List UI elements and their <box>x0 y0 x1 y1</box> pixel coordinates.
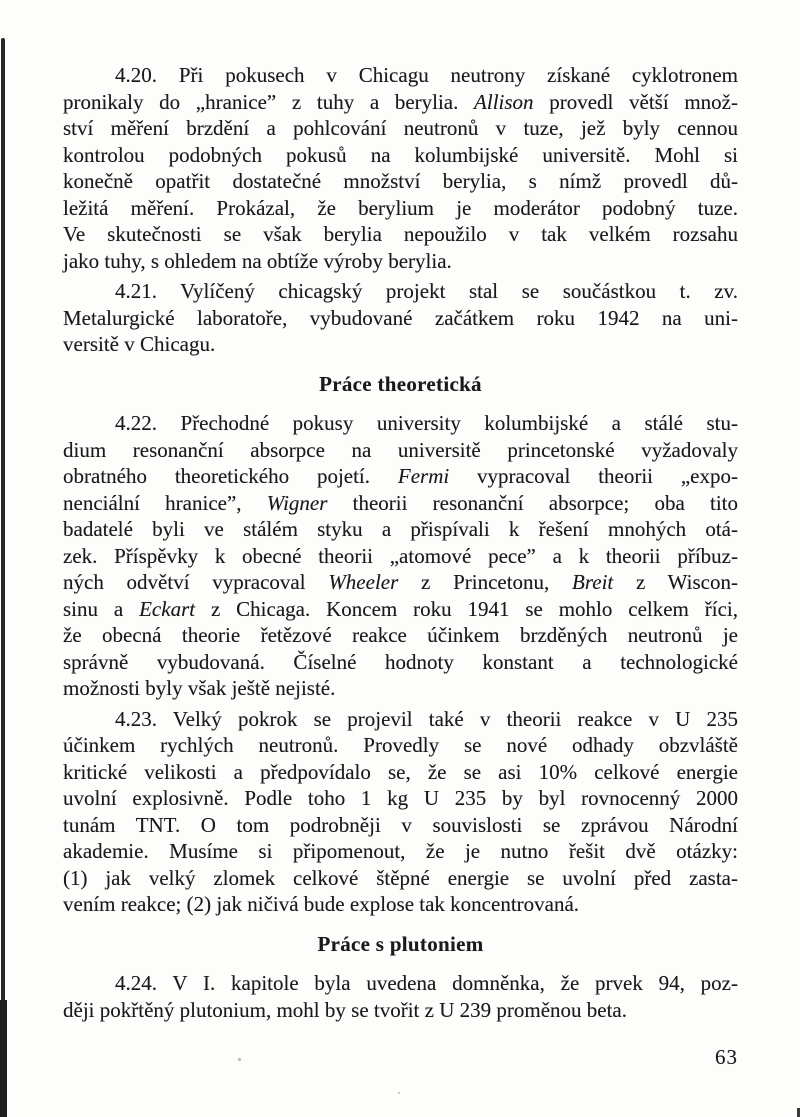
scan-binding-edge-artifact <box>1 38 5 1117</box>
text-line: 4.24. V I. kapitole byla uvedena domněnka, že prvek 94, poz- <box>115 971 738 995</box>
document-content <box>63 62 738 1027</box>
paragraph <box>63 706 738 918</box>
text-line: 4.21. Vylíčený chicagský projekt stal se součástkou t. zv. <box>115 279 738 303</box>
text-line: 4.20. Při pokusech v Chicagu neutrony získané cyklotronem <box>115 63 738 87</box>
text-line: 4.22. Přechodné pokusy university kolumbijské a stálé stu- <box>115 411 738 435</box>
text-line: sinu a Eckart z Chicaga. Koncem roku 1941 se mohlo celkem říci, <box>63 596 739 621</box>
text-line: dium resonanční absorpce na universitě princetonské vyžadovaly <box>63 437 738 462</box>
text-line: konečně opatřit dostatečné množství berylia, s nímž provedl dů- <box>63 169 738 193</box>
scan-speck <box>238 1058 241 1061</box>
text-line: pronikaly do „hranice” z tuhy a berylia. Allison provedl větší množ- <box>63 89 738 114</box>
text-line: kontrolou podobných pokusů na kolumbijské universitě. Mohl si <box>63 142 738 167</box>
paragraph <box>63 62 738 274</box>
text-line: zek. Příspěvky k obecné theorii „atomové pece” a k theorii příbuz- <box>63 543 738 568</box>
text-line: akademie. Musíme si připomenout, že je nutno řešit dvě otázky: <box>63 839 738 863</box>
text-line: nenciální hranice”, Wigner theorii resonanční absorpce; oba tito <box>63 490 738 515</box>
text-line: Metalurgické laboratoře, vybudované začátkem roku 1942 na uni- <box>63 305 738 330</box>
page-number: 63 <box>715 1045 738 1069</box>
section-heading: Práce theoretická <box>319 371 482 396</box>
text-line: že obecná theorie řetězové reakce účinkem brzděných neutronů je <box>63 623 738 647</box>
scan-speck <box>398 1092 400 1094</box>
text-line: badatelé byli ve stálém styku a přispívali k řešení mnohých otá- <box>63 517 738 541</box>
paragraph <box>63 970 738 1023</box>
text-line: versitě v Chicagu. <box>63 332 216 356</box>
text-line: ných odvětví vypracoval Wheeler z Princetonu, Breit z Wiscon- <box>63 570 738 594</box>
text-line: Ve skutečnosti se však berylia nepoužilo v tak velkém rozsahu <box>63 222 738 246</box>
text-line: kritické velikosti a předpovídalo se, že se asi 10% celkové energie <box>63 759 738 784</box>
text-line: ději pokřtěný plutonium, mohl by se tvořit z U 239 proměnou beta. <box>63 997 627 1022</box>
text-line: ležitá měření. Prokázal, že berylium je moderátor podobný tuze. <box>63 195 738 220</box>
section-heading: Práce s plutoniem <box>317 931 484 956</box>
text-line: jako tuhy, s ohledem na obtíže výroby berylia. <box>63 248 452 273</box>
text-line: (1) jak velký zlomek celkové štěpné energie se uvolní před zasta- <box>63 865 738 890</box>
text-line: 4.23. Velký pokrok se projevil také v theorii reakce v U 235 <box>115 706 738 731</box>
paragraph <box>63 278 738 358</box>
text-line: obratného theoretického pojetí. Fermi vypracoval theorii „expo- <box>63 464 738 488</box>
scan-binding-edge-artifact-bottom <box>0 1000 7 1117</box>
text-line: uvolní explosivně. Podle toho 1 kg U 235 by byl rovnocenný 2000 <box>63 786 738 810</box>
text-line: ství měření brzdění a pohlcování neutronů v tuze, jež byly cennou <box>63 116 738 140</box>
text-line: možnosti byly však ještě nejisté. <box>63 676 336 700</box>
text-line: vením reakce; (2) jak ničivá bude explose tak koncentrovaná. <box>63 892 580 916</box>
paragraph <box>63 410 738 702</box>
text-line: účinkem rychlých neutronů. Provedly se nové odhady obzvláště <box>63 733 738 757</box>
text-line: tunám TNT. O tom podrobněji v souvislosti se zprávou Národní <box>63 812 738 837</box>
text-line: správně vybudovaná. Číselné hodnoty konstant a technologické <box>63 649 738 674</box>
